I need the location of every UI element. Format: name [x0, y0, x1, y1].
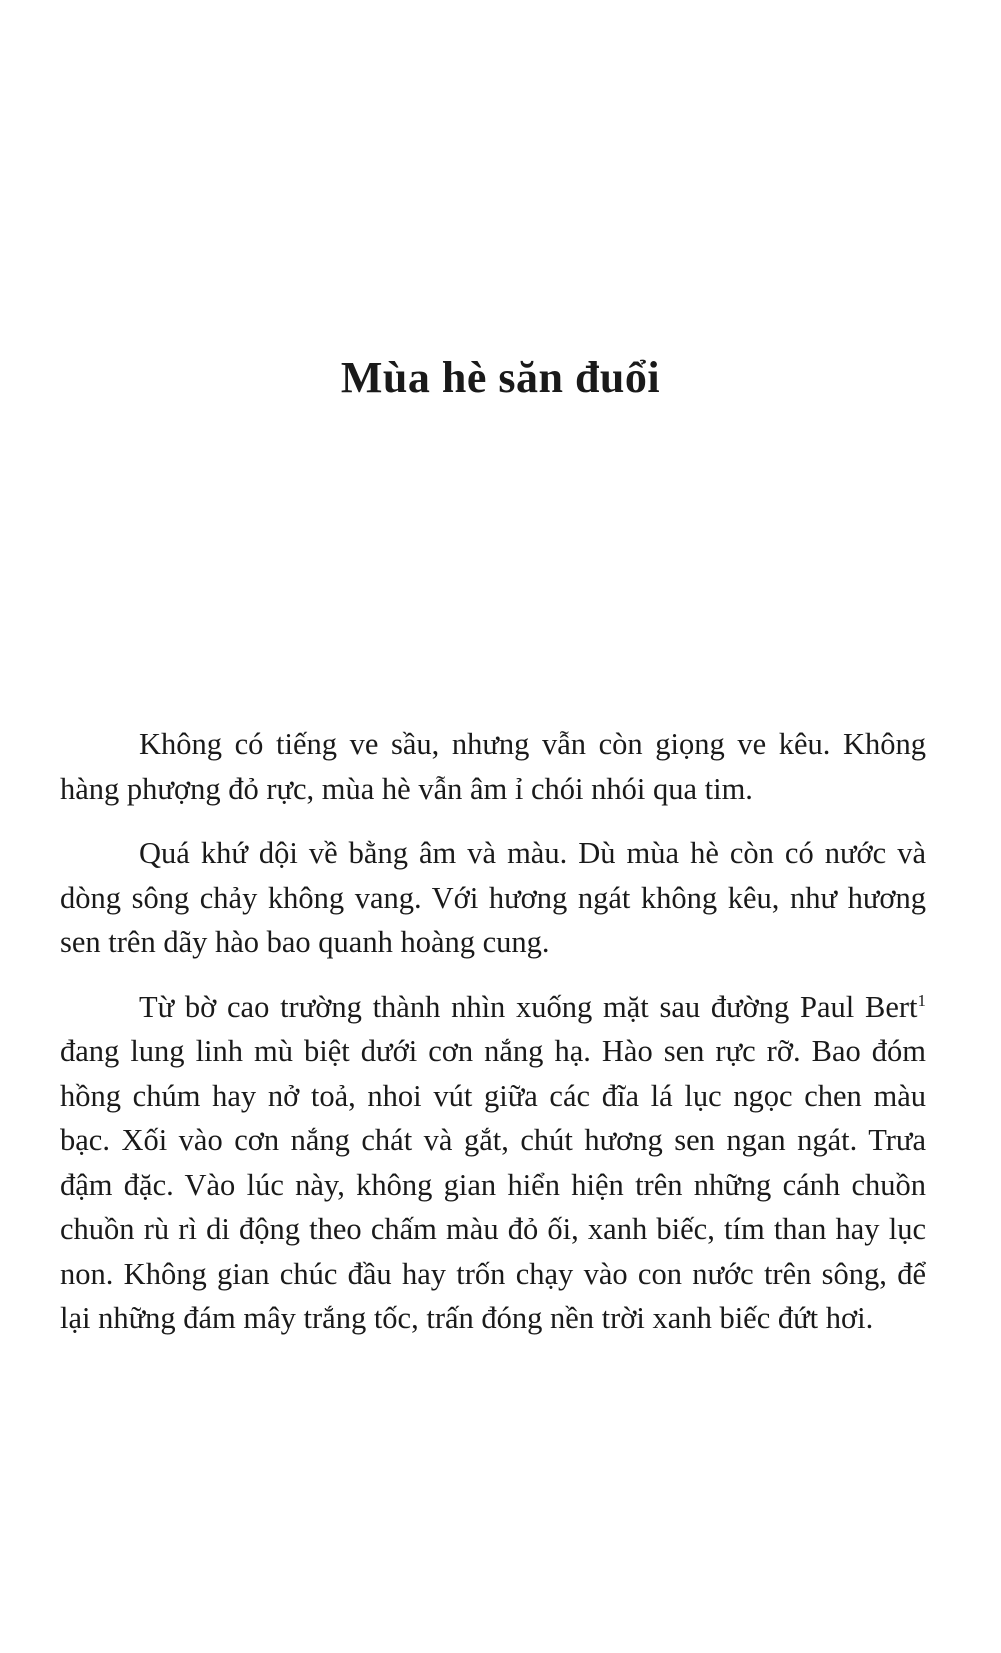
paragraph-3-text-after-note: đang lung linh mù biệt dưới cơn nắng hạ. Hào sen rực rỡ. Bao đóm hồng chúm hay nở toả, nhoi vút giữa các đĩa lá lục ngọc chen màu bạc. Xối vào cơn nắng chát và gắt, chút hương sen ngan ngát. Trưa đậm đặc. Vào lúc này, không gian hiển hiện trên những cánh chuồn chuồn rù rì di động theo chấm màu đỏ ối, xanh biếc, tím than hay lục non. Không gian chúc đầu hay trốn chạy vào con nước trên sông, để lại những đám mây trắng tốc, trấn đóng nền trời xanh biếc đứt hơi.	[60, 1034, 926, 1335]
paragraph-2: Quá khứ dội về bằng âm và màu. Dù mùa hè còn có nước và dòng sông chảy không vang. Với hương ngát không kêu, như hương sen trên dãy hào bao quanh hoàng cung.	[60, 836, 926, 959]
paragraph-3-text-before-note: Từ bờ cao trường thành nhìn xuống mặt sau đường Paul Bert	[139, 989, 918, 1024]
footnote-marker: 1	[917, 990, 926, 1010]
paragraph-3	[60, 985, 926, 1341]
chapter-title: Mùa hè săn đuổi	[340, 353, 661, 402]
paragraph-1: Không có tiếng ve sầu, nhưng vẫn còn giọng ve kêu. Không hàng phượng đỏ rực, mùa hè vẫn âm ỉ chói nhói qua tim.	[60, 727, 926, 806]
body-text	[60, 722, 926, 1361]
